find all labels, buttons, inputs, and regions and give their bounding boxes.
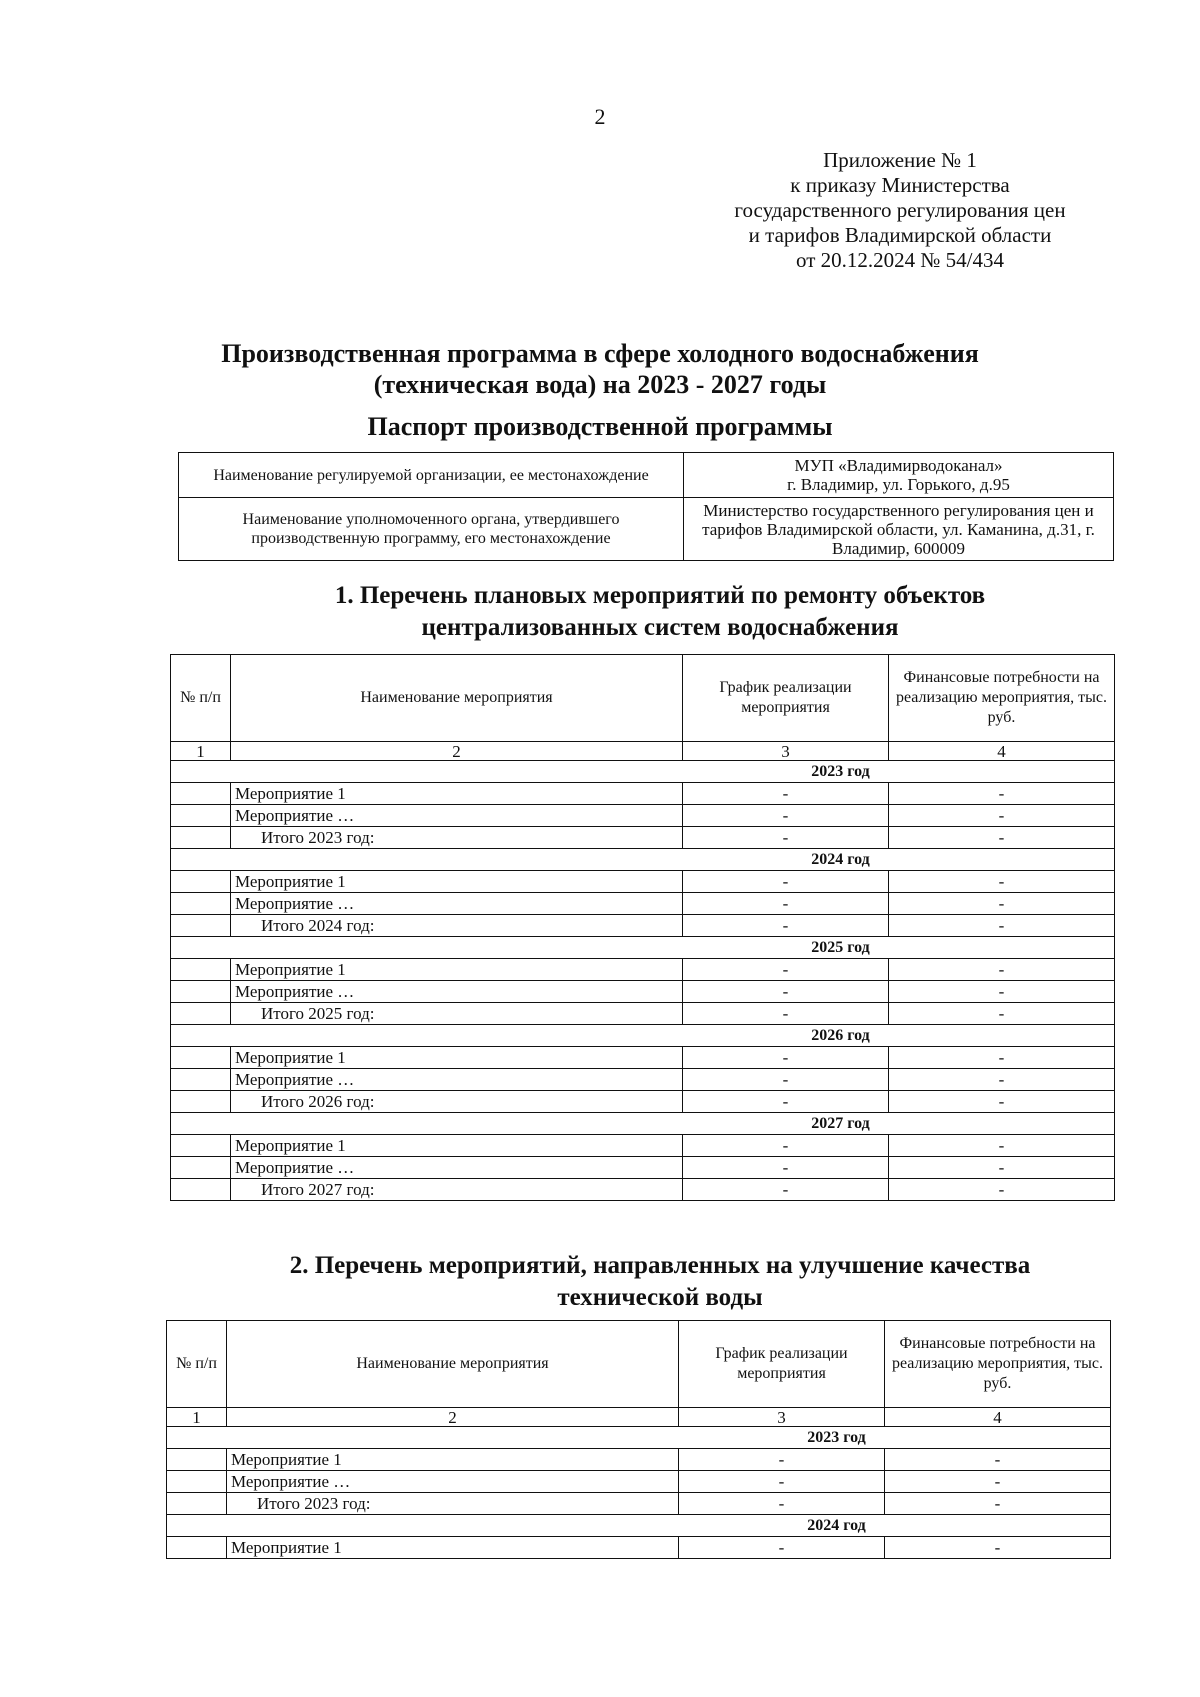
finance-cell: - bbox=[889, 1157, 1115, 1179]
passport-row bbox=[179, 453, 1114, 498]
row-number-cell bbox=[171, 981, 231, 1003]
section-title-line: централизованных систем водоснабжения bbox=[421, 614, 899, 641]
appendix-line: государственного регулирования цен bbox=[734, 198, 1066, 222]
column-number-cell: 3 bbox=[683, 742, 889, 761]
schedule-cell: - bbox=[683, 805, 889, 827]
activity-name-cell: Мероприятие … bbox=[231, 981, 683, 1003]
column-number-cell: 2 bbox=[231, 742, 683, 761]
appendix-line: к приказу Министерства bbox=[790, 173, 1010, 197]
row-number-cell bbox=[171, 959, 231, 981]
activity-name-cell: Мероприятие … bbox=[227, 1471, 679, 1493]
schedule-cell: - bbox=[683, 1047, 889, 1069]
total-label-cell: Итого 2023 год: bbox=[231, 827, 683, 849]
header-cell-name: Наименование мероприятия bbox=[227, 1321, 679, 1408]
schedule-cell: - bbox=[683, 783, 889, 805]
activity-name-cell: Мероприятие 1 bbox=[231, 959, 683, 981]
table-row bbox=[171, 981, 1115, 1003]
total-label-cell: Итого 2025 год: bbox=[231, 1003, 683, 1025]
activity-name-cell: Мероприятие 1 bbox=[231, 871, 683, 893]
table-row bbox=[167, 1471, 1111, 1493]
table-row bbox=[171, 783, 1115, 805]
passport-row bbox=[179, 498, 1114, 561]
total-row bbox=[171, 1003, 1115, 1025]
section1-table bbox=[170, 654, 1115, 1201]
activity-name-cell: Мероприятие 1 bbox=[231, 1047, 683, 1069]
schedule-cell: - bbox=[683, 959, 889, 981]
activity-name-cell: Мероприятие 1 bbox=[227, 1449, 679, 1471]
activity-name-cell: Мероприятие … bbox=[231, 805, 683, 827]
row-number-cell bbox=[171, 783, 231, 805]
schedule-cell: - bbox=[683, 981, 889, 1003]
total-row bbox=[171, 827, 1115, 849]
finance-cell: - bbox=[885, 1493, 1111, 1515]
passport-value bbox=[684, 453, 1114, 498]
title-line: (техническая вода) на 2023 - 2027 годы bbox=[373, 370, 827, 399]
row-number-cell bbox=[171, 1047, 231, 1069]
header-row bbox=[171, 655, 1115, 742]
finance-cell: - bbox=[889, 1069, 1115, 1091]
activity-name-cell: Мероприятие … bbox=[231, 1069, 683, 1091]
page-number: 2 bbox=[594, 104, 606, 129]
table-row bbox=[167, 1537, 1111, 1559]
total-label-cell: Итого 2027 год: bbox=[231, 1179, 683, 1201]
row-number-cell bbox=[171, 1003, 231, 1025]
year-cell: 2023 год bbox=[171, 761, 1115, 783]
schedule-cell: - bbox=[679, 1471, 885, 1493]
table-row bbox=[171, 1135, 1115, 1157]
header-cell-finance: Финансовые потребности на реализацию мероприятия, тыс. руб. bbox=[885, 1321, 1111, 1408]
activity-name-cell: Мероприятие … bbox=[231, 893, 683, 915]
column-number-cell: 1 bbox=[171, 742, 231, 761]
table-row bbox=[171, 1047, 1115, 1069]
appendix-line: и тарифов Владимирской области bbox=[748, 223, 1052, 247]
column-number-cell: 1 bbox=[167, 1408, 227, 1427]
year-row bbox=[167, 1515, 1111, 1537]
appendix-block bbox=[690, 148, 1110, 273]
activity-name-cell: Мероприятие 1 bbox=[231, 783, 683, 805]
section-title-line: 1. Перечень плановых мероприятий по ремонту объектов bbox=[334, 582, 986, 609]
row-number-cell bbox=[171, 827, 231, 849]
year-cell: 2023 год bbox=[167, 1427, 1111, 1449]
section1-table-body bbox=[171, 655, 1115, 1201]
activity-name-cell: Мероприятие 1 bbox=[227, 1537, 679, 1559]
section-title-line: 2. Перечень мероприятий, направленных на улучшение качества bbox=[289, 1252, 1031, 1279]
row-number-cell bbox=[167, 1449, 227, 1471]
total-row bbox=[171, 1091, 1115, 1113]
passport-value-line: г. Владимир, ул. Горького, д.95 bbox=[787, 475, 1010, 494]
total-label-cell: Итого 2026 год: bbox=[231, 1091, 683, 1113]
header-row bbox=[167, 1321, 1111, 1408]
column-number-row bbox=[167, 1408, 1111, 1427]
schedule-cell: - bbox=[683, 1179, 889, 1201]
row-number-cell bbox=[171, 1091, 231, 1113]
finance-cell: - bbox=[889, 1003, 1115, 1025]
table-row bbox=[167, 1449, 1111, 1471]
column-number-cell: 4 bbox=[889, 742, 1115, 761]
total-row bbox=[167, 1493, 1111, 1515]
schedule-cell: - bbox=[683, 1091, 889, 1113]
finance-cell: - bbox=[889, 783, 1115, 805]
schedule-cell: - bbox=[683, 1069, 889, 1091]
row-number-cell bbox=[171, 805, 231, 827]
finance-cell: - bbox=[889, 1091, 1115, 1113]
finance-cell: - bbox=[885, 1537, 1111, 1559]
header-cell-name: Наименование мероприятия bbox=[231, 655, 683, 742]
schedule-cell: - bbox=[683, 893, 889, 915]
appendix-line: Приложение № 1 bbox=[823, 148, 977, 172]
row-number-cell bbox=[167, 1537, 227, 1559]
finance-cell: - bbox=[889, 1179, 1115, 1201]
finance-cell: - bbox=[889, 893, 1115, 915]
schedule-cell: - bbox=[683, 1003, 889, 1025]
schedule-cell: - bbox=[679, 1493, 885, 1515]
year-row bbox=[171, 849, 1115, 871]
schedule-cell: - bbox=[683, 1135, 889, 1157]
year-cell: 2025 год bbox=[171, 937, 1115, 959]
total-label-cell: Итого 2023 год: bbox=[227, 1493, 679, 1515]
total-row bbox=[171, 1179, 1115, 1201]
column-number-cell: 3 bbox=[679, 1408, 885, 1427]
year-row bbox=[171, 1113, 1115, 1135]
schedule-cell: - bbox=[679, 1449, 885, 1471]
passport-value-line: МУП «Владимирводоканал» bbox=[794, 456, 1003, 475]
column-number-row bbox=[171, 742, 1115, 761]
year-cell: 2026 год bbox=[171, 1025, 1115, 1047]
section2-table-body bbox=[167, 1321, 1111, 1559]
passport-value: Министерство государственного регулирования цен и тарифов Владимирской области, ул. Каманина, д.31, г. Владимир, 600009 bbox=[684, 498, 1114, 561]
finance-cell: - bbox=[889, 1135, 1115, 1157]
passport-title: Паспорт производственной программы bbox=[367, 412, 833, 441]
row-number-cell bbox=[167, 1471, 227, 1493]
finance-cell: - bbox=[889, 805, 1115, 827]
passport-label: Наименование уполномоченного органа, утвердившего производственную программу, его местонахождение bbox=[179, 498, 684, 561]
table-row bbox=[171, 1157, 1115, 1179]
finance-cell: - bbox=[889, 871, 1115, 893]
schedule-cell: - bbox=[683, 871, 889, 893]
year-row bbox=[171, 1025, 1115, 1047]
year-row bbox=[171, 761, 1115, 783]
finance-cell: - bbox=[889, 915, 1115, 937]
section2-title bbox=[250, 1250, 1070, 1314]
header-cell-finance: Финансовые потребности на реализацию мероприятия, тыс. руб. bbox=[889, 655, 1115, 742]
header-cell-schedule: График реализации мероприятия bbox=[683, 655, 889, 742]
section-title-line: технической воды bbox=[557, 1284, 763, 1311]
year-cell: 2027 год bbox=[171, 1113, 1115, 1135]
row-number-cell bbox=[171, 1069, 231, 1091]
row-number-cell bbox=[171, 1179, 231, 1201]
header-cell-number: № п/п bbox=[167, 1321, 227, 1408]
table-row bbox=[171, 893, 1115, 915]
schedule-cell: - bbox=[683, 915, 889, 937]
table-row bbox=[171, 1069, 1115, 1091]
schedule-cell: - bbox=[683, 827, 889, 849]
finance-cell: - bbox=[885, 1449, 1111, 1471]
row-number-cell bbox=[171, 871, 231, 893]
finance-cell: - bbox=[885, 1471, 1111, 1493]
total-row bbox=[171, 915, 1115, 937]
row-number-cell bbox=[167, 1493, 227, 1515]
schedule-cell: - bbox=[679, 1537, 885, 1559]
activity-name-cell: Мероприятие … bbox=[231, 1157, 683, 1179]
row-number-cell bbox=[171, 1135, 231, 1157]
section2-table bbox=[166, 1320, 1111, 1559]
year-row bbox=[167, 1427, 1111, 1449]
activity-name-cell: Мероприятие 1 bbox=[231, 1135, 683, 1157]
year-cell: 2024 год bbox=[171, 849, 1115, 871]
passport-table bbox=[178, 452, 1114, 561]
table-row bbox=[171, 871, 1115, 893]
appendix-line: от 20.12.2024 № 54/434 bbox=[795, 248, 1005, 272]
finance-cell: - bbox=[889, 1047, 1115, 1069]
header-cell-schedule: График реализации мероприятия bbox=[679, 1321, 885, 1408]
row-number-cell bbox=[171, 893, 231, 915]
title-line: Производственная программа в сфере холодного водоснабжения bbox=[221, 339, 979, 368]
header-cell-number: № п/п bbox=[171, 655, 231, 742]
column-number-cell: 4 bbox=[885, 1408, 1111, 1427]
section1-title bbox=[250, 580, 1070, 644]
table-row bbox=[171, 805, 1115, 827]
column-number-cell: 2 bbox=[227, 1408, 679, 1427]
total-label-cell: Итого 2024 год: bbox=[231, 915, 683, 937]
finance-cell: - bbox=[889, 827, 1115, 849]
document-title bbox=[150, 338, 1050, 400]
table-row bbox=[171, 959, 1115, 981]
finance-cell: - bbox=[889, 959, 1115, 981]
year-row bbox=[171, 937, 1115, 959]
finance-cell: - bbox=[889, 981, 1115, 1003]
row-number-cell bbox=[171, 915, 231, 937]
passport-label: Наименование регулируемой организации, ее местонахождение bbox=[179, 453, 684, 498]
row-number-cell bbox=[171, 1157, 231, 1179]
year-cell: 2024 год bbox=[167, 1515, 1111, 1537]
schedule-cell: - bbox=[683, 1157, 889, 1179]
